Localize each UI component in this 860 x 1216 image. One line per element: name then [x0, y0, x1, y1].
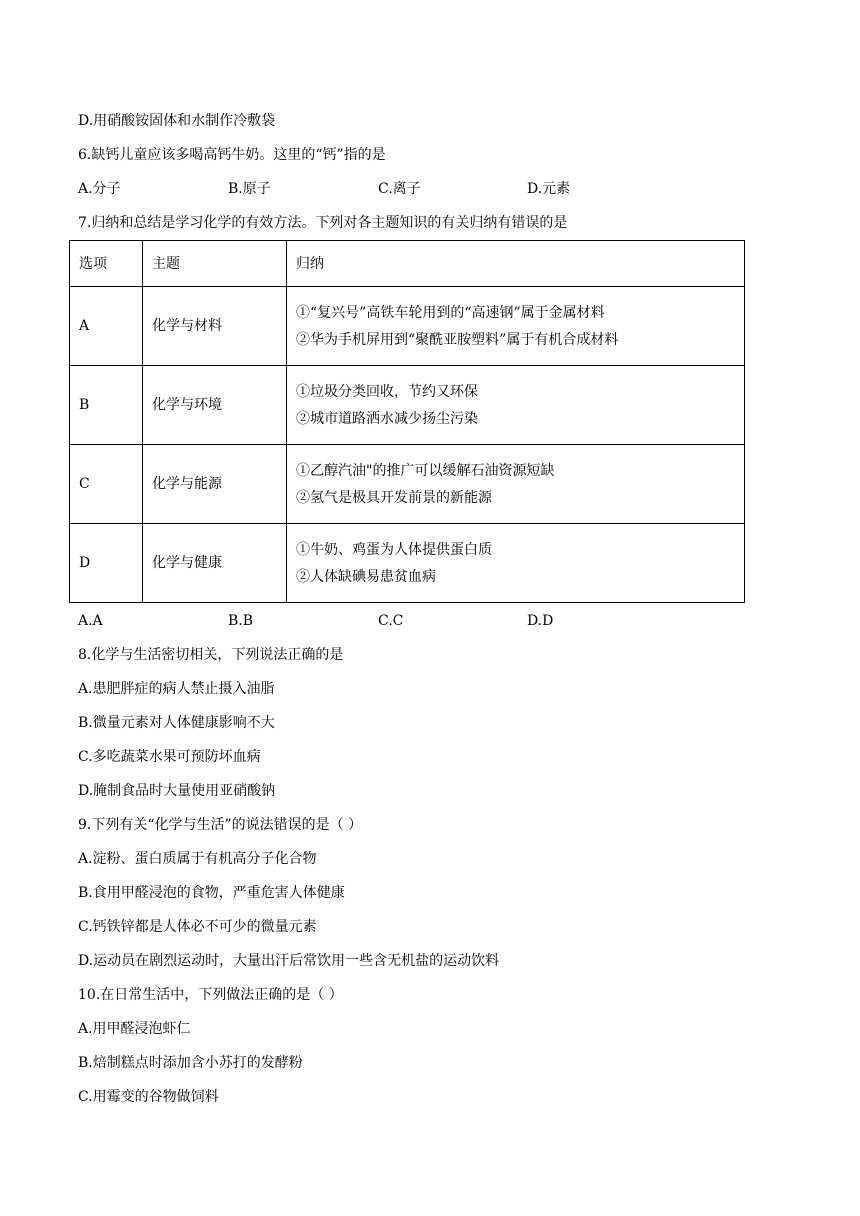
row-topic: 化学与材料 [143, 287, 287, 366]
q6-option-a: A.分子 [78, 181, 121, 197]
q10-option-a: A.用甲醛浸泡虾仁 [78, 1021, 191, 1037]
summary-item: ②氢气是极具开发前景的新能源 [296, 489, 492, 506]
row-summary [287, 445, 745, 524]
q6-option-b: B.原子 [228, 181, 271, 197]
row-option: A [70, 287, 143, 366]
q9-option-d: D.运动员在剧烈运动时，大量出汗后常饮用一些含无机盐的运动饮料 [78, 953, 500, 969]
q7-options [78, 611, 778, 631]
q7-option-b: B.B [228, 613, 254, 629]
row-summary [287, 524, 745, 603]
summary-item: ②人体缺碘易患贫血病 [296, 568, 436, 585]
q8-option-d: D.腌制食品时大量使用亚硝酸钠 [78, 783, 276, 799]
q6-option-c: C.离子 [378, 181, 421, 197]
q8-option-b: B.微量元素对人体健康影响不大 [78, 715, 275, 731]
q8-stem: 8.化学与生活密切相关，下列说法正确的是 [78, 647, 344, 663]
q10-stem: 10.在日常生活中，下列做法正确的是（ ） [78, 987, 343, 1003]
summary-item: ①乙醇汽油"的推广可以缓解石油资源短缺 [296, 462, 555, 479]
q7-option-c: C.C [378, 613, 404, 629]
q6-options [78, 179, 778, 199]
row-option: C [70, 445, 143, 524]
row-option: D [70, 524, 143, 603]
table-row [70, 445, 745, 524]
table-header-row [70, 241, 745, 287]
header-summary: 归纳 [287, 241, 745, 287]
q8-option-c: C.多吃蔬菜水果可预防坏血病 [78, 749, 261, 765]
q10-option-b: B.焙制糕点时添加含小苏打的发酵粉 [78, 1055, 303, 1071]
q9-stem: 9.下列有关“化学与生活”的说法错误的是（ ） [78, 817, 363, 833]
q7-option-a: A.A [78, 613, 103, 629]
row-topic: 化学与能源 [143, 445, 287, 524]
table-row [70, 524, 745, 603]
row-topic: 化学与健康 [143, 524, 287, 603]
summary-item: ②城市道路洒水减少扬尘污染 [296, 410, 478, 427]
q9-option-c: C.钙铁锌都是人体必不可少的微量元素 [78, 919, 317, 935]
header-topic: 主题 [143, 241, 287, 287]
q9-option-b: B.食用甲醛浸泡的食物，严重危害人体健康 [78, 885, 345, 901]
table-row [70, 287, 745, 366]
summary-item: ①垃圾分类回收，节约又环保 [296, 383, 478, 400]
q9-option-a: A.淀粉、蛋白质属于有机高分子化合物 [78, 851, 317, 867]
row-summary [287, 287, 745, 366]
q7-table [69, 240, 745, 603]
q6-stem: 6.缺钙儿童应该多喝高钙牛奶。这里的“钙”指的是 [78, 147, 386, 163]
q6-option-d: D.元素 [527, 181, 571, 197]
summary-item: ①“复兴号”高铁车轮用到的“高速钢”属于金属材料 [296, 304, 605, 321]
table-row [70, 366, 745, 445]
row-summary [287, 366, 745, 445]
summary-item: ①牛奶、鸡蛋为人体提供蛋白质 [296, 541, 492, 558]
q7-stem: 7.归纳和总结是学习化学的有效方法。下列对各主题知识的有关归纳有错误的是 [78, 215, 568, 231]
header-option: 选项 [70, 241, 143, 287]
q7-option-d: D.D [527, 613, 554, 629]
summary-item: ②华为手机屏用到“聚酰亚胺塑料”属于有机合成材料 [296, 331, 619, 348]
q10-option-c: C.用霉变的谷物做饲料 [78, 1089, 219, 1105]
q5-option-d: D.用硝酸铵固体和水制作冷敷袋 [78, 113, 276, 129]
row-topic: 化学与环境 [143, 366, 287, 445]
q8-option-a: A.患肥胖症的病人禁止摄入油脂 [78, 681, 275, 697]
row-option: B [70, 366, 143, 445]
